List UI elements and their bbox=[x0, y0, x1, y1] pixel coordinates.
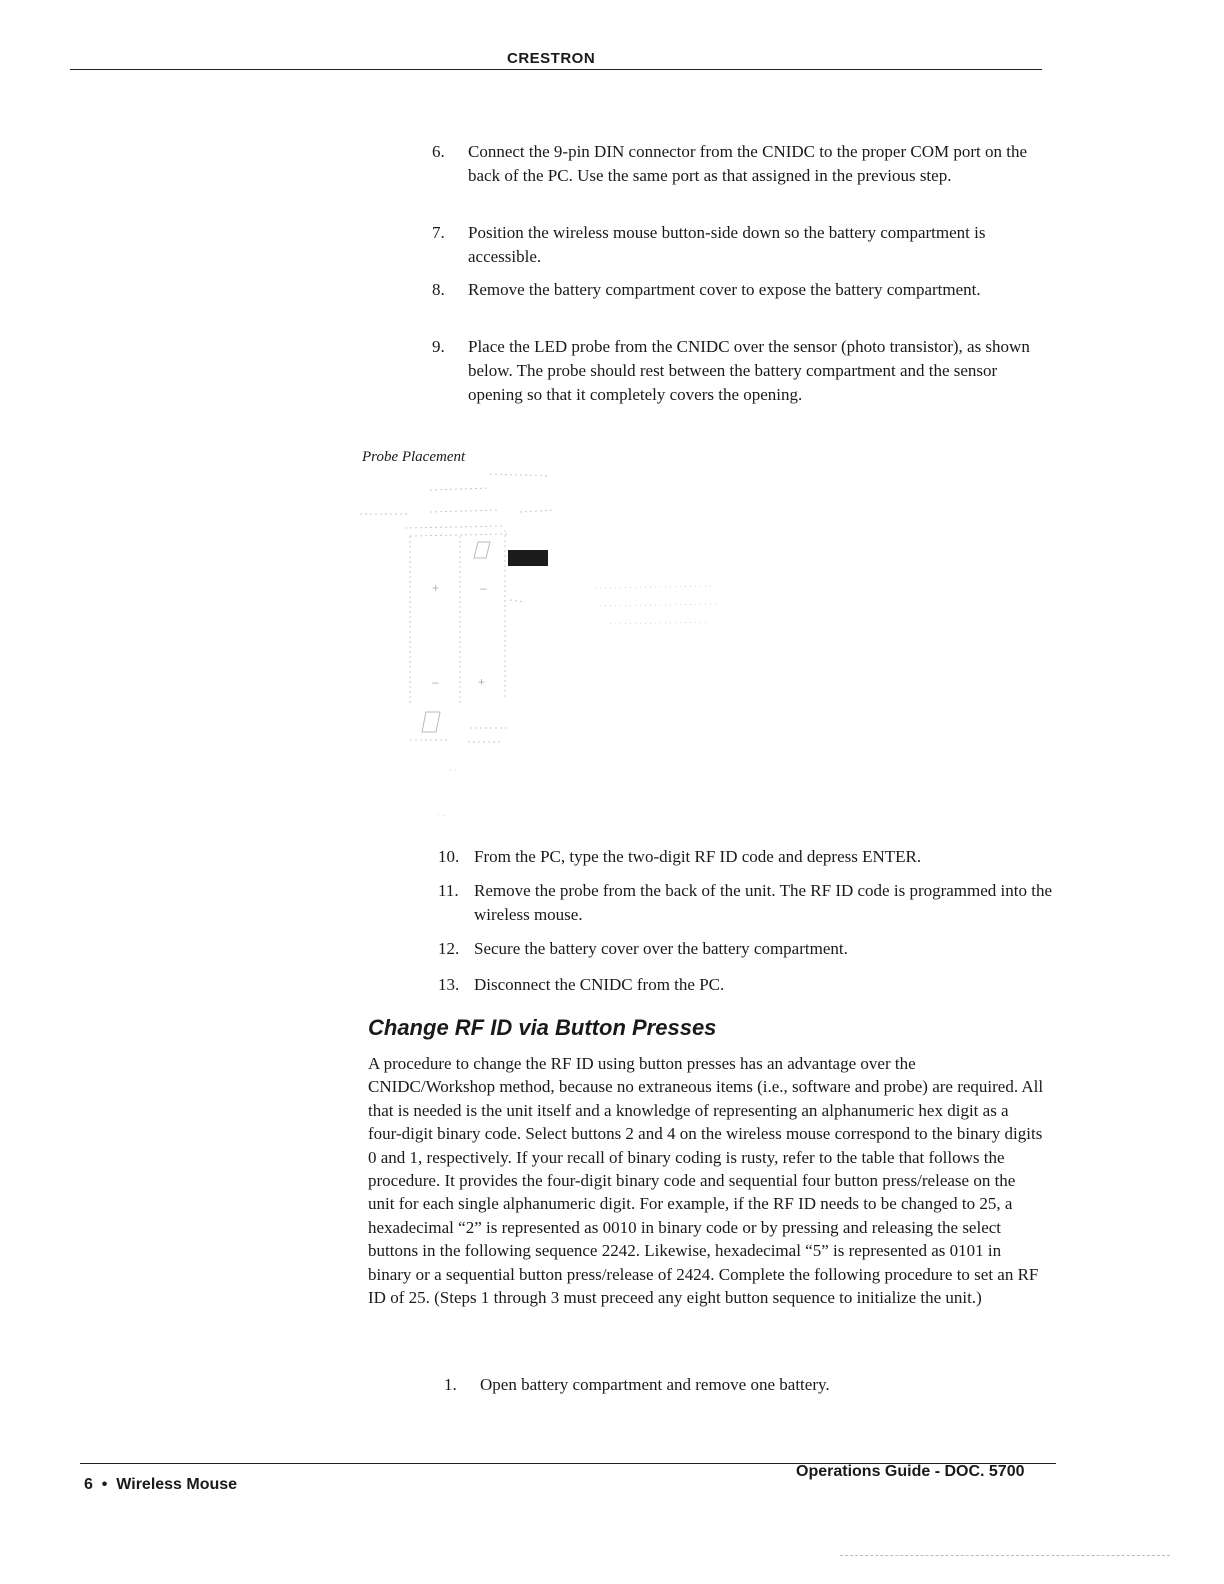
scan-artifact bbox=[840, 1555, 1170, 1556]
footer-page-label: 6 • Wireless Mouse bbox=[84, 1476, 238, 1493]
step-text: From the PC, type the two-digit RF ID code and depress ENTER. bbox=[474, 847, 922, 866]
step-text: Position the wireless mouse button-side down so the battery compartment is accessible. bbox=[468, 223, 986, 266]
step-number: 8. bbox=[432, 280, 445, 299]
step-text: Place the LED probe from the CNIDC over the sensor (photo transistor), as shown below. The probe should rest between the battery compartment and the sensor opening so that it completely covers the opening. bbox=[468, 337, 1030, 404]
battery-icon-bottom bbox=[422, 712, 440, 732]
figure-caption: Probe Placement bbox=[362, 449, 466, 465]
svg-text:+: + bbox=[478, 675, 486, 689]
body-paragraph: A procedure to change the RF ID using button presses has an advantage over the CNIDC/Workshop method, because no extraneous items (i.e., software and probe) are required. All that is needed is the unit itself and a knowledge of representing an alphanumeric hex digit as a four-digit binary code. Select buttons 2 and 4 on the wireless mouse correspond to the binary digits 0 and 1, respectively. If your recall of binary coding is rusty, refer to the table that follows the procedure. It provides the four-digit binary code and sequential four button press/release on the unit for each single alphanumeric digit. For example, if the RF ID needs to be changed to 25, a hexadecimal “2” is represented as 0010 in binary code or by pressing and releasing the select buttons in the following sequence 2242. Likewise, hexadecimal “5” is represented as 0101 in binary or a sequential button press/release of 2424. Complete the following procedure to set an RF ID of 25. (Steps 1 through 3 must preceed any eight button sequence to initialize the unit.) bbox=[368, 1054, 1044, 1308]
step-text: Remove the probe from the back of the unit. The RF ID code is programmed into the wireless mouse. bbox=[474, 881, 1053, 924]
section-heading: Change RF ID via Button Presses bbox=[368, 1015, 717, 1040]
step-number: 9. bbox=[432, 337, 445, 356]
step-text: Connect the 9-pin DIN connector from the CNIDC to the proper COM port on the back of the PC. Use the same port as that assigned in the previous step. bbox=[468, 142, 1027, 185]
svg-text:–: – bbox=[480, 581, 487, 595]
step-number: 7. bbox=[432, 223, 445, 242]
step-text: Remove the battery compartment cover to expose the battery compartment. bbox=[468, 280, 981, 299]
step-number: 11. bbox=[438, 881, 459, 900]
step-number: 13. bbox=[438, 975, 460, 994]
step-number: 6. bbox=[432, 142, 445, 161]
step-text: Open battery compartment and remove one battery. bbox=[480, 1375, 830, 1394]
step-number: 12. bbox=[438, 939, 460, 958]
header-rule bbox=[70, 69, 1042, 70]
led-probe-shape bbox=[508, 550, 548, 566]
probe-placement-figure bbox=[350, 470, 750, 830]
step-number: 10. bbox=[438, 847, 460, 866]
svg-text:–: – bbox=[432, 675, 439, 689]
step-number: 1. bbox=[444, 1375, 457, 1394]
step-text: Secure the battery cover over the battery compartment. bbox=[474, 939, 848, 958]
header-title: CRESTRON bbox=[507, 50, 596, 67]
svg-text:+: + bbox=[432, 581, 440, 595]
footer-doc-label: Operations Guide - DOC. 5700 bbox=[796, 1463, 1025, 1480]
battery-icon-top bbox=[474, 542, 490, 558]
step-text: Disconnect the CNIDC from the PC. bbox=[474, 975, 725, 994]
